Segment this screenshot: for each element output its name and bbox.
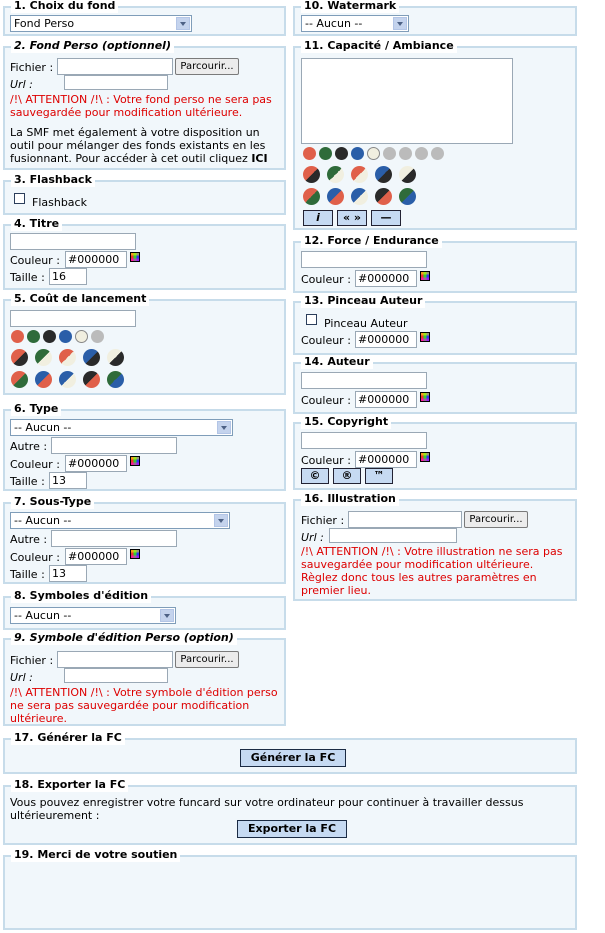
- legend: 9. Symbole d'édition Perso (option): [11, 631, 237, 645]
- hybrid-mana-icon[interactable]: [107, 371, 124, 388]
- legend: 6. Type: [11, 402, 61, 416]
- section-watermark: [293, 0, 577, 36]
- legend: 19. Merci de votre soutien: [11, 848, 180, 862]
- power-toughness-input[interactable]: [301, 251, 427, 268]
- hybrid-mana-icon[interactable]: [351, 166, 368, 183]
- hybrid-mana-icon[interactable]: [351, 188, 368, 205]
- hybrid-mana-icon[interactable]: [59, 371, 76, 388]
- untap-icon[interactable]: [399, 147, 412, 160]
- color-picker-icon[interactable]: [420, 332, 430, 342]
- copyright-input[interactable]: [301, 432, 427, 449]
- browse-button[interactable]: Parcourir...: [175, 58, 239, 75]
- section-set-symbol: [3, 589, 286, 630]
- warning-text: /!\ ATTENTION /!\ : Votre fond perso ne sera pas sauvegardée pour modification ultérieure.: [10, 93, 272, 119]
- legend: 1. Choix du fond: [11, 0, 118, 13]
- section-mana-cost: [3, 292, 286, 395]
- legend: 14. Auteur: [301, 355, 373, 369]
- hybrid-mana-icon[interactable]: [327, 166, 344, 183]
- type-size-input[interactable]: [49, 472, 87, 489]
- select-value: -- Aucun --: [14, 609, 72, 622]
- color-label: Couleur :: [10, 254, 60, 267]
- browse-button[interactable]: Parcourir...: [175, 651, 239, 668]
- section-custom-background: [3, 39, 286, 170]
- title-input[interactable]: [10, 233, 136, 250]
- hybrid-mana-icon[interactable]: [399, 188, 416, 205]
- color-label: Couleur :: [10, 458, 60, 471]
- legend: 10. Watermark: [301, 0, 399, 13]
- hybrid-mana-icon[interactable]: [399, 166, 416, 183]
- blue-mana-icon[interactable]: [59, 330, 72, 343]
- section-generate: [3, 731, 577, 774]
- legend: 15. Copyright: [301, 415, 391, 429]
- select-value: Fond Perso: [14, 17, 75, 30]
- section-copyright: [293, 415, 577, 490]
- dash-button[interactable]: —: [371, 210, 401, 226]
- legend: 2. Fond Perso (optionnel): [11, 39, 174, 53]
- select-value: -- Aucun --: [305, 17, 363, 30]
- hybrid-mana-icon[interactable]: [303, 166, 320, 183]
- background-select[interactable]: [10, 15, 192, 32]
- select-value: -- Aucun --: [14, 514, 72, 527]
- subtype-other-input[interactable]: [51, 530, 177, 547]
- mana-cost-input[interactable]: [10, 310, 136, 327]
- size-label: Taille :: [10, 271, 45, 284]
- type-select[interactable]: [10, 419, 233, 436]
- hybrid-mana-icon[interactable]: [11, 371, 28, 388]
- legend: 12. Force / Endurance: [301, 234, 442, 248]
- file-label: Fichier :: [10, 61, 54, 74]
- green-mana-icon[interactable]: [27, 330, 40, 343]
- warning-text: /!\ ATTENTION /!\ : Votre illustration ne sera pas sauvegardée pour modification ultérieure. Règlez donc tous les autres paramètres en premier lieu.: [301, 545, 563, 597]
- italic-button[interactable]: i: [303, 210, 333, 226]
- subtype-size-input[interactable]: [49, 565, 87, 582]
- legend: 8. Symboles d'édition: [11, 589, 151, 603]
- color-label: Couleur :: [301, 334, 351, 347]
- quotes-button[interactable]: « »: [337, 210, 367, 226]
- section-background-choice: [3, 0, 286, 36]
- artist-input[interactable]: [301, 372, 427, 389]
- hybrid-mana-icon[interactable]: [107, 349, 124, 366]
- artist-brush-color-input[interactable]: [355, 331, 417, 348]
- chevron-down-icon[interactable]: [217, 421, 231, 434]
- tap-icon[interactable]: [383, 147, 396, 160]
- url-label: Url :: [10, 78, 33, 91]
- hybrid-mana-icon[interactable]: [375, 166, 392, 183]
- section-ability-text: [293, 39, 577, 230]
- chevron-down-icon[interactable]: [160, 609, 174, 622]
- title-size-input[interactable]: [49, 268, 87, 285]
- section-export: [3, 778, 577, 845]
- subtype-color-input[interactable]: [65, 548, 127, 565]
- legend: 18. Exporter la FC: [11, 778, 128, 792]
- info-text: La SMF met également à votre disposition un outil pour mélanger des fonds existants en les fusionnant. Pour accéder à cet outil cliquez ICI: [10, 126, 268, 165]
- other-label: Autre :: [10, 533, 48, 546]
- red-mana-icon[interactable]: [303, 147, 316, 160]
- white-mana-icon[interactable]: [367, 147, 380, 160]
- watermark-select[interactable]: [301, 15, 409, 32]
- red-mana-icon[interactable]: [11, 330, 24, 343]
- hybrid-mana-icon[interactable]: [303, 188, 320, 205]
- color-picker-icon[interactable]: [420, 392, 430, 402]
- color-picker-icon[interactable]: [420, 452, 430, 462]
- color-picker-icon[interactable]: [130, 549, 140, 559]
- legend: 7. Sous-Type: [11, 495, 94, 509]
- section-support: [3, 848, 577, 930]
- registered-symbol-button[interactable]: ®: [333, 468, 361, 484]
- section-subtype: [3, 495, 286, 584]
- legend: 4. Titre: [11, 217, 62, 231]
- select-value: -- Aucun --: [14, 421, 72, 434]
- hybrid-mana-icon[interactable]: [83, 349, 100, 366]
- section-title: [3, 217, 286, 290]
- url-label: Url :: [301, 531, 324, 544]
- colorless-mana-icon[interactable]: [91, 330, 104, 343]
- colorless-mana-icon[interactable]: [431, 147, 444, 160]
- legend: 13. Pinceau Auteur: [301, 294, 425, 308]
- hybrid-mana-icon[interactable]: [11, 349, 28, 366]
- flashback-checkbox[interactable]: [14, 193, 25, 204]
- color-label: Couleur :: [301, 394, 351, 407]
- subtype-select[interactable]: [10, 512, 230, 529]
- color-picker-icon[interactable]: [130, 252, 140, 262]
- checkbox-label: Flashback: [32, 196, 87, 209]
- title-color-input[interactable]: [65, 251, 127, 268]
- generate-button[interactable]: Générer la FC: [240, 749, 346, 767]
- type-other-input[interactable]: [51, 437, 177, 454]
- color-picker-icon[interactable]: [420, 271, 430, 281]
- artist-color-input[interactable]: [355, 391, 417, 408]
- set-symbol-file-input[interactable]: [57, 651, 173, 668]
- blue-mana-icon[interactable]: [351, 147, 364, 160]
- black-mana-icon[interactable]: [43, 330, 56, 343]
- type-color-input[interactable]: [65, 455, 127, 472]
- section-illustration: [293, 492, 577, 601]
- warning-text: /!\ ATTENTION /!\ : Votre symbole d'édition perso ne sera pas sauvegardée pour modification ultérieure.: [10, 686, 278, 725]
- size-label: Taille :: [10, 475, 45, 488]
- set-symbol-select[interactable]: [10, 607, 176, 624]
- here-link[interactable]: ICI: [251, 152, 268, 165]
- white-mana-icon[interactable]: [75, 330, 88, 343]
- hybrid-mana-icon[interactable]: [35, 371, 52, 388]
- hybrid-mana-icon[interactable]: [83, 371, 100, 388]
- color-picker-icon[interactable]: [130, 456, 140, 466]
- size-label: Taille :: [10, 568, 45, 581]
- color-label: Couleur :: [301, 273, 351, 286]
- other-label: Autre :: [10, 440, 48, 453]
- background-file-input[interactable]: [57, 58, 173, 75]
- hybrid-mana-icon[interactable]: [35, 349, 52, 366]
- artist-brush-checkbox[interactable]: [306, 314, 317, 325]
- background-url-input[interactable]: [64, 75, 168, 90]
- file-label: Fichier :: [10, 654, 54, 667]
- export-button[interactable]: Exporter la FC: [237, 820, 347, 838]
- legend: 5. Coût de lancement: [11, 292, 149, 306]
- url-label: Url :: [10, 671, 33, 684]
- hybrid-tap-icon[interactable]: [415, 147, 428, 160]
- legend: 16. Illustration: [301, 492, 399, 506]
- green-mana-icon[interactable]: [319, 147, 332, 160]
- set-symbol-url-input[interactable]: [64, 668, 168, 683]
- legend: 11. Capacité / Ambiance: [301, 39, 457, 53]
- legend: 17. Générer la FC: [11, 731, 125, 745]
- chevron-down-icon[interactable]: [176, 17, 190, 30]
- section-type: [3, 402, 286, 491]
- illustration-url-input[interactable]: [329, 528, 457, 543]
- file-label: Fichier :: [301, 514, 345, 527]
- illustration-file-input[interactable]: [348, 511, 462, 528]
- checkbox-label: Pinceau Auteur: [324, 317, 408, 330]
- chevron-down-icon[interactable]: [393, 17, 407, 30]
- trademark-symbol-button[interactable]: ™: [365, 468, 393, 484]
- copyright-color-input[interactable]: [355, 451, 417, 468]
- color-label: Couleur :: [10, 551, 60, 564]
- ability-textarea[interactable]: [301, 58, 513, 144]
- section-custom-set-symbol: [3, 631, 286, 726]
- power-toughness-color-input[interactable]: [355, 270, 417, 287]
- legend: 3. Flashback: [11, 173, 95, 187]
- section-power-toughness: [293, 234, 577, 293]
- section-artist: [293, 355, 577, 414]
- hybrid-mana-icon[interactable]: [59, 349, 76, 366]
- black-mana-icon[interactable]: [335, 147, 348, 160]
- export-text: Vous pouvez enregistrer votre funcard sur votre ordinateur pour continuer à travailler dessus ultérieurement :: [10, 796, 524, 822]
- section-flashback: [3, 173, 286, 215]
- copyright-symbol-button[interactable]: ©: [301, 468, 329, 484]
- browse-button[interactable]: Parcourir...: [464, 511, 528, 528]
- hybrid-mana-icon[interactable]: [375, 188, 392, 205]
- hybrid-mana-icon[interactable]: [327, 188, 344, 205]
- chevron-down-icon[interactable]: [214, 514, 228, 527]
- color-label: Couleur :: [301, 454, 351, 467]
- section-artist-brush: [293, 294, 577, 355]
